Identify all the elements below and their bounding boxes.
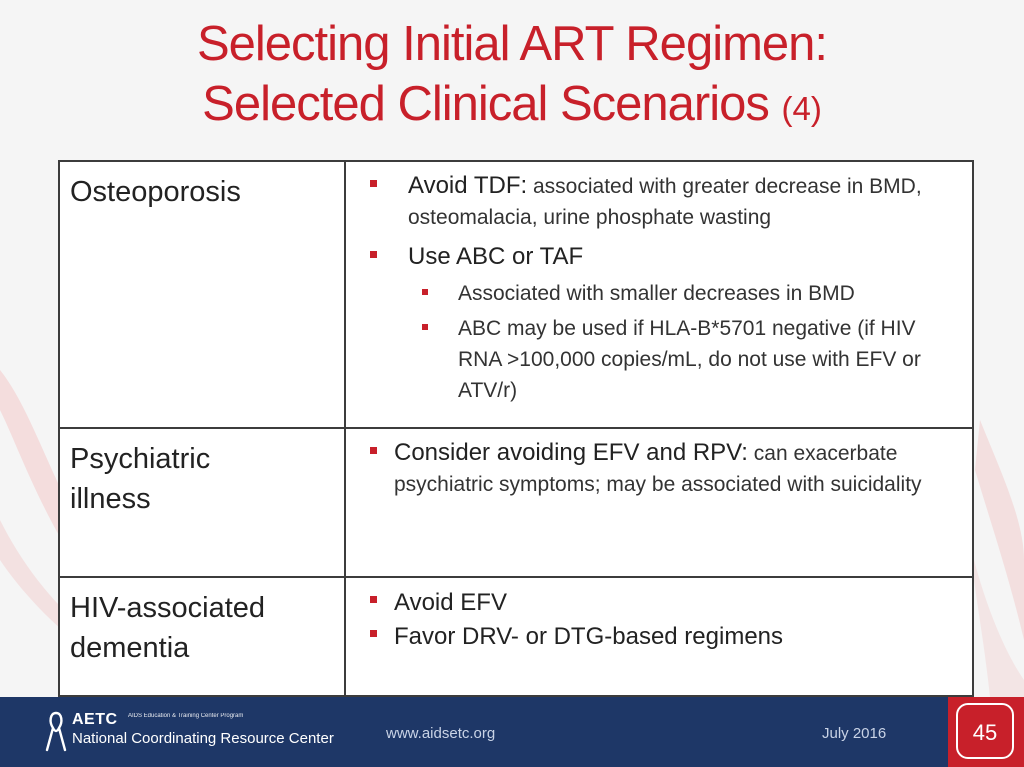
bullet-item bbox=[358, 620, 962, 654]
awareness-ribbon-icon bbox=[44, 710, 68, 756]
sub-bullet-list bbox=[408, 278, 962, 406]
logo-org-name: National Coordinating Resource Center bbox=[72, 730, 334, 747]
title-line-2 bbox=[0, 74, 1024, 139]
bullet-lead: Avoid TDF: bbox=[408, 172, 528, 199]
logo-tagline: AIDS Education & Training Center Program bbox=[128, 713, 244, 719]
bullet-list bbox=[358, 586, 962, 654]
row-content-cell bbox=[345, 428, 973, 577]
bullet-item bbox=[358, 437, 962, 500]
bullet-lead: Use ABC or TAF bbox=[408, 243, 584, 270]
row-label: Osteoporosis bbox=[70, 176, 241, 208]
bullet-lead: Avoid EFV bbox=[394, 589, 507, 616]
row-label-cell bbox=[59, 577, 345, 696]
row-label-line: HIV-associated bbox=[70, 592, 266, 624]
row-label-cell bbox=[59, 428, 345, 577]
slide-title bbox=[0, 14, 1024, 139]
sub-bullet-item: ABC may be used if HLA-B*5701 negative (if HIV RNA >100,000 copies/mL, do not use with EFV or ATV/r) bbox=[408, 313, 962, 406]
bullet-list bbox=[358, 170, 962, 406]
title-line-1: Selecting Initial ART Regimen: bbox=[196, 17, 828, 71]
sub-bullet-item: Associated with smaller decreases in BMD bbox=[408, 278, 962, 309]
scenarios-table bbox=[58, 160, 974, 697]
bullet-item bbox=[358, 586, 962, 620]
title-line-2-main: Selected Clinical Scenarios bbox=[202, 77, 769, 131]
row-label-cell bbox=[59, 161, 345, 428]
table-row bbox=[59, 428, 973, 577]
title-line-2-suffix: (4) bbox=[781, 90, 822, 127]
bullet-rest: can exacerbate psychiatric symptoms; may be associated with suicidality bbox=[394, 442, 922, 496]
bullet-lead: Consider avoiding EFV and RPV: bbox=[394, 439, 748, 466]
row-content-cell bbox=[345, 577, 973, 696]
footer-date: July 2016 bbox=[822, 725, 887, 742]
row-label-line: illness bbox=[70, 483, 151, 515]
table-row bbox=[59, 161, 973, 428]
table-row bbox=[59, 577, 973, 696]
footer-url[interactable]: www.aidsetc.org bbox=[386, 725, 496, 742]
page-number: 45 bbox=[956, 703, 1014, 759]
row-label-line: dementia bbox=[70, 632, 190, 664]
bullet-item bbox=[358, 170, 962, 233]
aetc-logo bbox=[44, 710, 334, 756]
bullet-lead: Favor DRV- or DTG-based regimens bbox=[394, 623, 784, 650]
row-label-line: Psychiatric bbox=[70, 443, 211, 475]
bullet-rest: associated with greater decrease in BMD, osteomalacia, urine phosphate wasting bbox=[408, 175, 922, 229]
row-content-cell bbox=[345, 161, 973, 428]
logo-brand: AETC bbox=[72, 711, 118, 728]
bullet-list bbox=[358, 437, 962, 500]
bullet-item bbox=[358, 241, 962, 406]
